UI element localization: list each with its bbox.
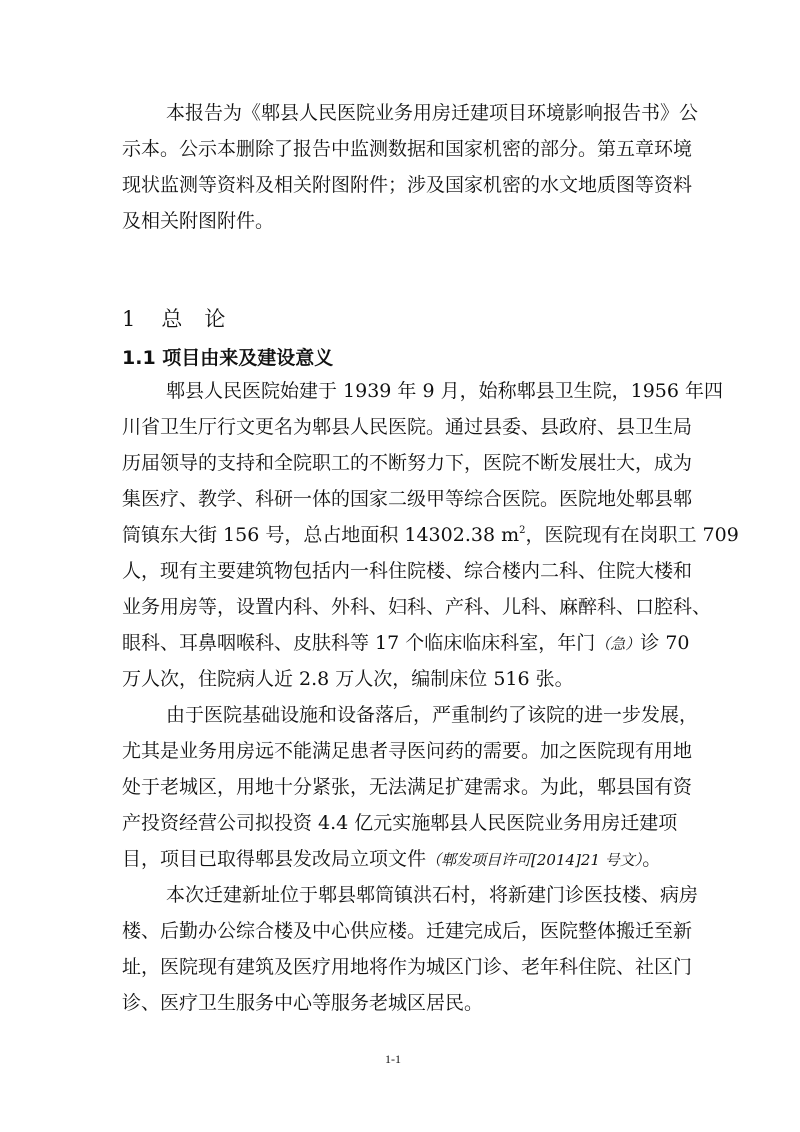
approval-text: 目，项目已取得郫县发改局立项文件 <box>122 848 427 870</box>
paragraph-line: 集医疗、教学、科研一体的国家二级甲等综合医院。医院地处郫县郫 <box>122 488 693 510</box>
intro-line: 示本。公示本删除了报告中监测数据和国家机密的部分。第五章环境 <box>122 138 693 160</box>
paragraph-line: 产投资经营公司拟投资 4.4 亿元实施郫县人民医院业务用房迁建项 <box>122 812 678 834</box>
section-heading: 1.1 项目由来及建设意义 <box>122 347 334 369</box>
paragraph-line: 历届领导的支持和全院职工的不断努力下，医院不断发展壮大，成为 <box>122 452 693 474</box>
paragraph-line: 万人次，住院病人近 2.8 万人次，编制床位 516 张。 <box>122 668 574 690</box>
chapter-title-char: 总 <box>161 307 183 331</box>
intro-line: 现状监测等资料及相关附图附件；涉及国家机密的水文地质图等资料 <box>122 174 693 196</box>
paragraph-line <box>122 846 661 873</box>
sentence-end: 。 <box>642 848 662 870</box>
page-number: 1-1 <box>385 1052 401 1066</box>
clinic-text: 眼科、耳鼻咽喉科、皮肤科等 17 个临床临床科室，年门 <box>122 632 596 654</box>
area-unit-superscript: 2 <box>519 525 526 536</box>
paragraph-line: 川省卫生厅行文更名为郫县人民医院。通过县委、县政府、县卫生局 <box>122 416 693 438</box>
chapter-title-char: 论 <box>204 307 226 331</box>
chapter-number: 1 <box>122 307 136 331</box>
paragraph-line <box>122 630 690 657</box>
paragraph-line: 诊、医疗卫生服务中心等服务老城区居民。 <box>122 992 484 1014</box>
intro-line: 及相关附图附件。 <box>122 210 275 232</box>
paragraph-line: 人，现有主要建筑物包括内一科住院楼、综合楼内二科、住院大楼和 <box>122 560 693 582</box>
staff-text: ，医院现有在岗职工 709 <box>525 524 739 546</box>
paragraph-line: 本次迁建新址位于郫县郫筒镇洪石村，将新建门诊医技楼、病房 <box>166 884 699 906</box>
paragraph-line: 业务用房等，设置内科、外科、妇科、产科、儿科、麻醉科、口腔科、 <box>122 596 712 618</box>
area-text: 筒镇东大街 156 号，总占地面积 14302.38 m <box>122 524 520 546</box>
paragraph-line: 郫县人民医院始建于 1939 年 9 月，始称郫县卫生院，1956 年四 <box>166 380 723 402</box>
paragraph-line: 尤其是业务用房远不能满足患者寻医问药的需要。加之医院现有用地 <box>122 740 693 762</box>
emergency-note: （急） <box>595 635 641 653</box>
approval-document-note: （郫发项目许可[2014]21 号文） <box>426 851 643 869</box>
paragraph-line <box>122 522 739 548</box>
visits-text: 诊 70 <box>640 632 690 654</box>
intro-line: 本报告为《郫县人民医院业务用房迁建项目环境影响报告书》公 <box>166 102 699 124</box>
chapter-heading <box>122 305 225 333</box>
paragraph-line: 楼、后勤办公综合楼及中心供应楼。迁建完成后，医院整体搬迁至新 <box>122 920 693 942</box>
paragraph-line: 由于医院基础设施和设备落后，严重制约了该院的进一步发展， <box>166 704 699 726</box>
paragraph-line: 处于老城区，用地十分紧张，无法满足扩建需求。为此，郫县国有资 <box>122 776 693 798</box>
paragraph-line: 址，医院现有建筑及医疗用地将作为城区门诊、老年科住院、社区门 <box>122 956 693 978</box>
